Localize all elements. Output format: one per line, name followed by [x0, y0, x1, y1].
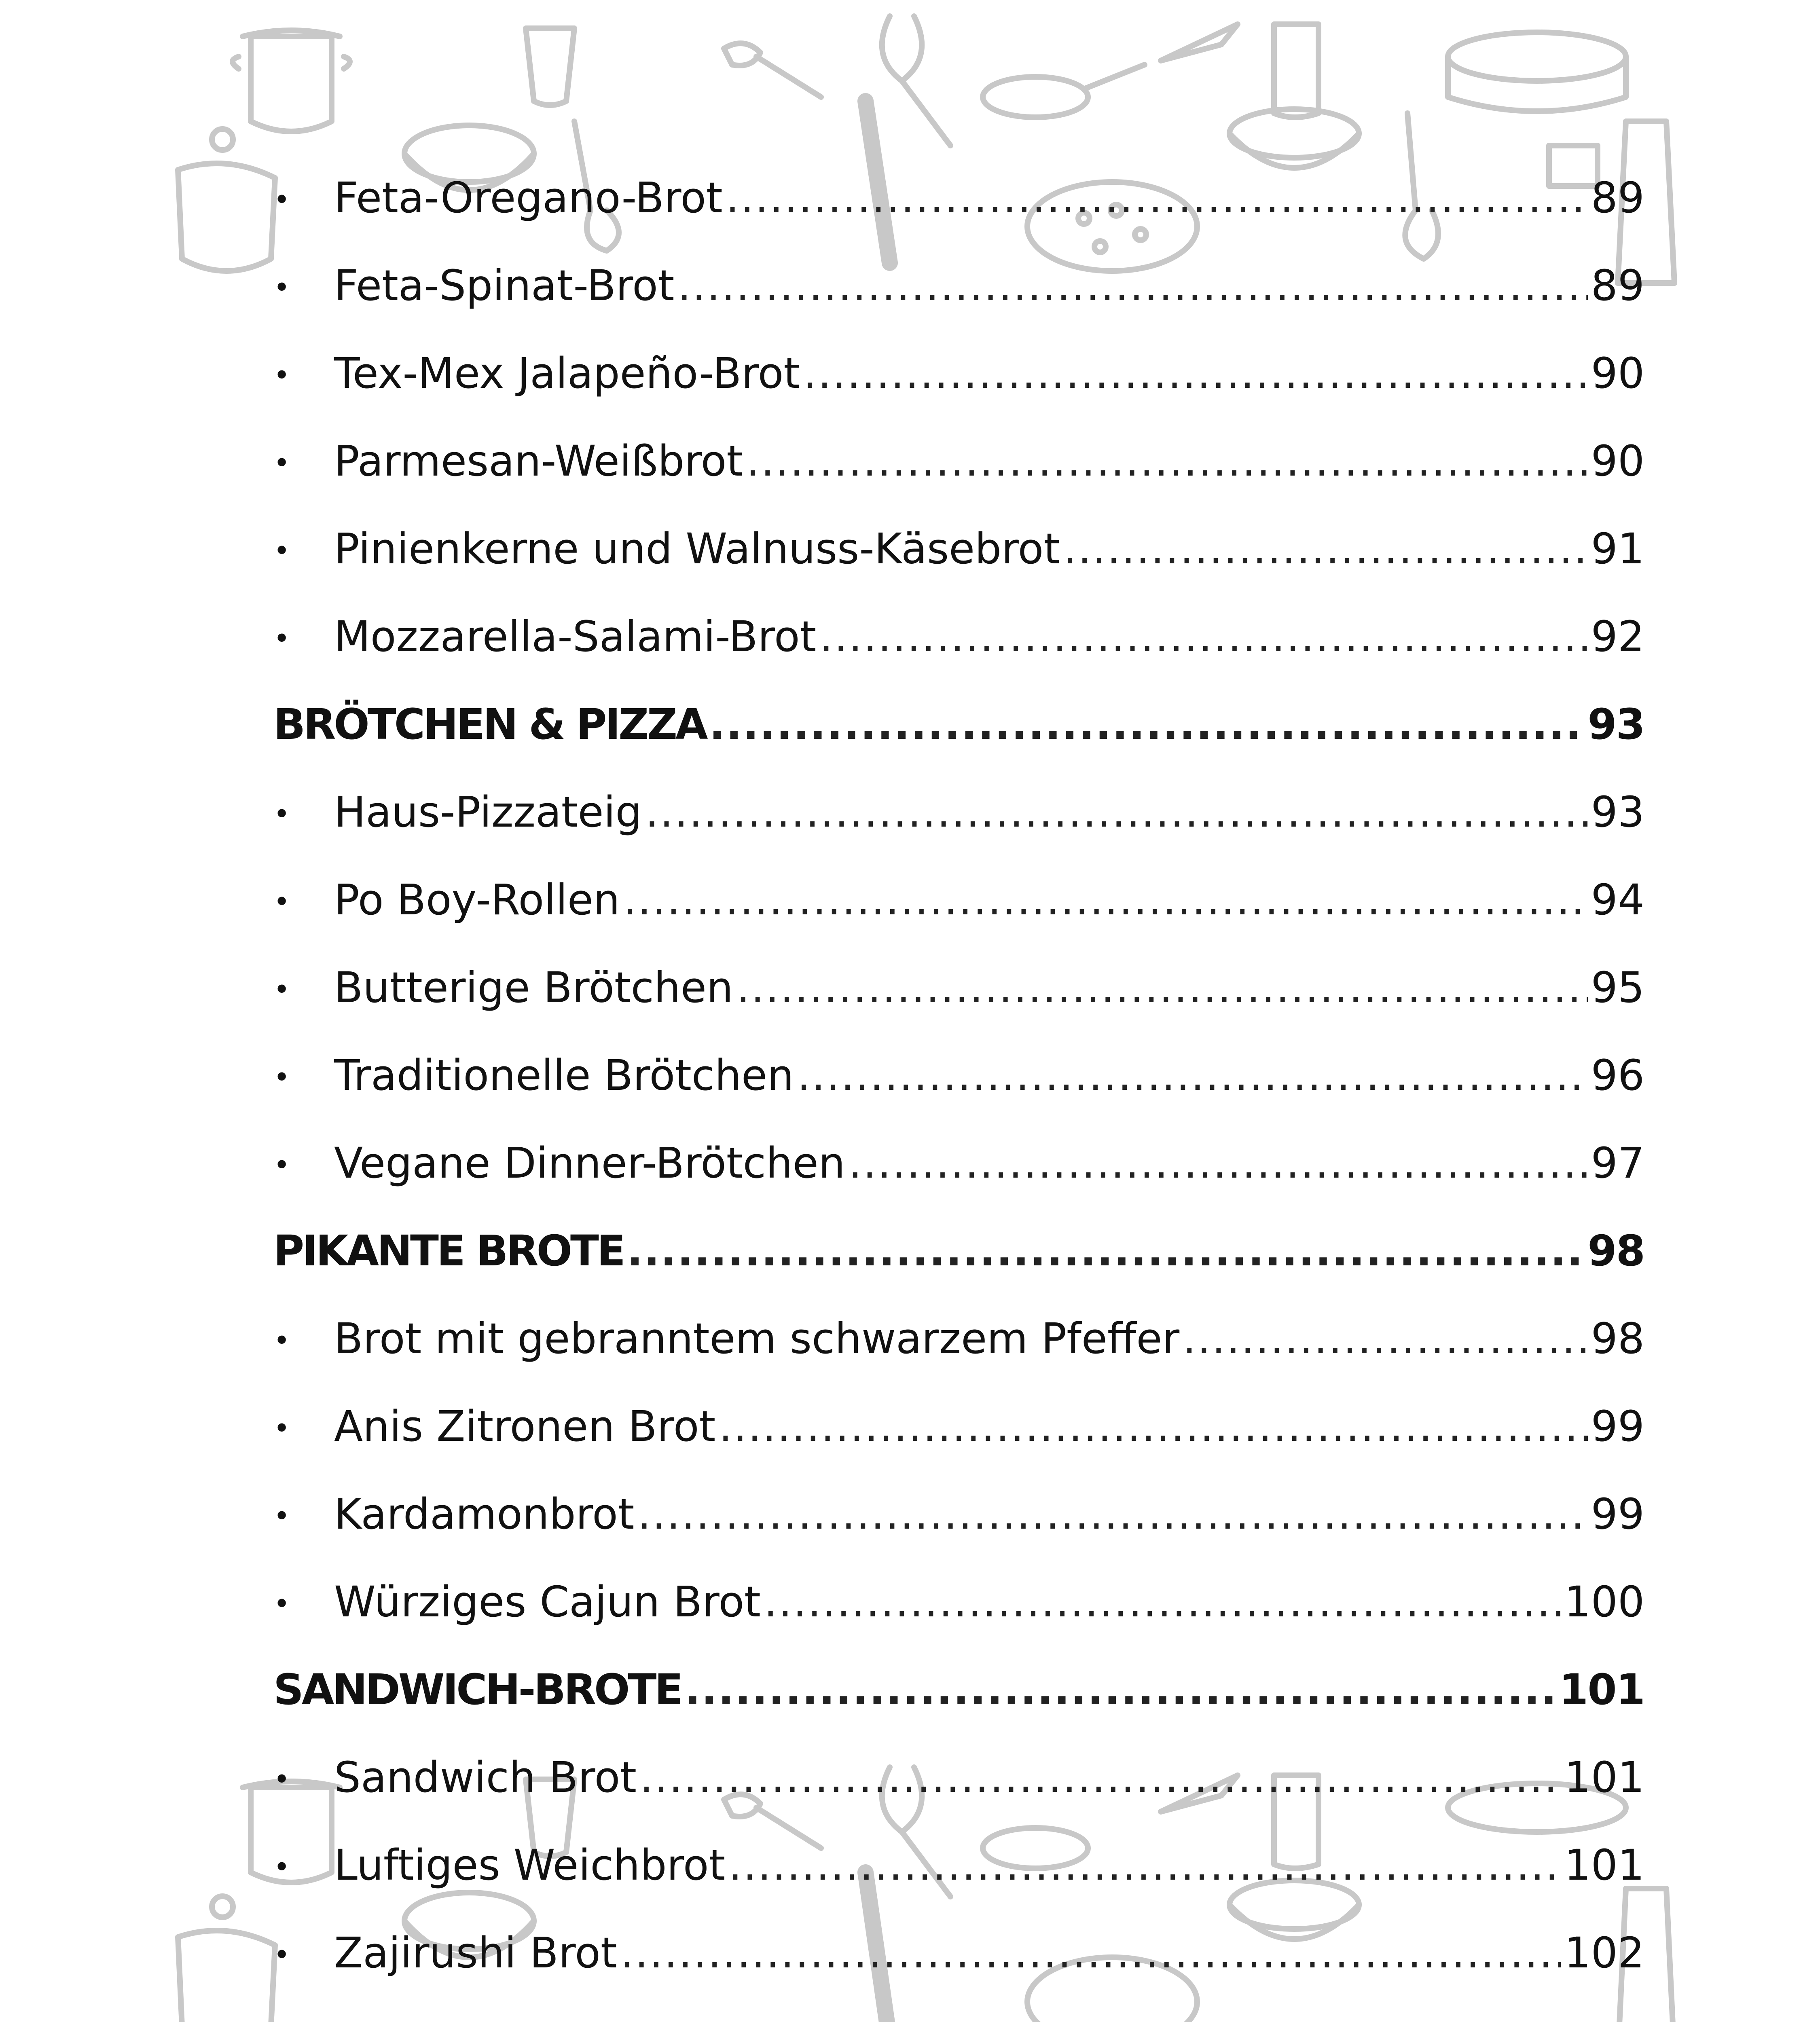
- entry-title: Würziges Cajun Brot: [334, 1577, 761, 1626]
- toc-entry[interactable]: [273, 943, 1644, 1031]
- page-number: 90: [1591, 348, 1644, 398]
- dot-leader: [726, 177, 1588, 219]
- bullet-icon: •: [273, 446, 290, 480]
- pan-icon: [983, 77, 1088, 117]
- bullet-icon: •: [273, 797, 290, 831]
- bullet-icon: •: [273, 973, 290, 1006]
- lidded-pot-icon: [178, 1931, 275, 2022]
- dot-leader: [764, 1581, 1561, 1623]
- dot-leader: [623, 879, 1588, 921]
- page-number: 97: [1591, 1138, 1644, 1188]
- entry-title: Mozzarella-Salami-Brot: [334, 611, 817, 661]
- page-number: 92: [1591, 611, 1644, 661]
- dot-leader: [797, 1054, 1588, 1096]
- toc-entry[interactable]: [273, 329, 1644, 417]
- toc-entry[interactable]: [273, 417, 1644, 505]
- toc-section-heading[interactable]: [273, 680, 1644, 768]
- toc-entry[interactable]: [273, 505, 1644, 592]
- dot-leader: [803, 352, 1588, 394]
- page-number: 102: [1564, 1928, 1644, 1978]
- page-number: 90: [1591, 436, 1644, 486]
- entry-title: Brot mit gebranntem schwarzem Pfeffer: [334, 1313, 1180, 1363]
- section-title: BRÖTCHEN & PIZZA: [273, 699, 706, 749]
- page-number: 94: [1591, 875, 1644, 924]
- bullet-icon: •: [273, 622, 290, 655]
- page-number: 99: [1591, 1401, 1644, 1451]
- page-number: 89: [1591, 173, 1644, 222]
- dot-leader: [640, 1756, 1561, 1798]
- section-title: SANDWICH-BROTE: [273, 1665, 681, 1714]
- dot-leader: [1063, 528, 1588, 570]
- toc-section-heading[interactable]: [273, 1207, 1644, 1294]
- page-number: 100: [1564, 1577, 1644, 1626]
- page-number: 96: [1591, 1050, 1644, 1100]
- page-number: 98: [1587, 1226, 1644, 1275]
- page-number: 93: [1591, 787, 1644, 837]
- entry-title: Zajirushi Brot: [334, 1928, 617, 1978]
- entry-title: Feta-Spinat-Brot: [334, 260, 675, 310]
- dot-leader: [849, 1142, 1588, 1184]
- dot-leader: [728, 1844, 1561, 1886]
- dot-leader: [627, 1230, 1584, 1272]
- lidded-pot-icon: [178, 163, 275, 271]
- table-of-contents: [273, 154, 1644, 1997]
- page-number: 93: [1587, 699, 1644, 749]
- entry-title: Anis Zitronen Brot: [334, 1401, 716, 1451]
- entry-title: Traditionelle Brötchen: [334, 1050, 794, 1100]
- entry-title: Luftiges Weichbrot: [334, 1840, 726, 1890]
- knife-icon: [1161, 24, 1238, 61]
- dot-leader: [678, 264, 1588, 307]
- bullet-icon: •: [273, 1148, 290, 1182]
- toc-entry[interactable]: [273, 1733, 1644, 1821]
- bullet-icon: •: [273, 358, 290, 392]
- spoon-icon: [724, 43, 821, 97]
- pot-icon: [251, 36, 332, 131]
- bowl-icon: [1230, 109, 1359, 158]
- bullet-icon: •: [273, 1499, 290, 1533]
- toc-entry[interactable]: [273, 1821, 1644, 1909]
- toc-entry[interactable]: [273, 856, 1644, 943]
- entry-title: Pinienkerne und Walnuss-Käsebrot: [334, 524, 1060, 573]
- jug-icon: [1274, 24, 1318, 117]
- entry-title: Butterige Brötchen: [334, 962, 733, 1012]
- dot-leader: [736, 967, 1588, 1009]
- dot-leader: [684, 1669, 1555, 1711]
- toc-entry[interactable]: [273, 1031, 1644, 1119]
- page-number: 89: [1591, 260, 1644, 310]
- bullet-icon: •: [273, 1762, 290, 1796]
- dot-leader: [1183, 1318, 1587, 1360]
- dot-leader: [620, 1932, 1561, 1974]
- glass-icon: [526, 28, 574, 105]
- bullet-icon: •: [273, 534, 290, 567]
- entry-title: Kardamonbrot: [334, 1489, 635, 1539]
- dot-leader: [746, 440, 1588, 482]
- bullet-icon: •: [273, 1850, 290, 1884]
- bullet-icon: •: [273, 1938, 290, 1971]
- toc-entry[interactable]: [273, 592, 1644, 680]
- whisk-icon: [882, 16, 950, 146]
- entry-title: Sandwich Brot: [334, 1752, 637, 1802]
- page-number: 98: [1591, 1313, 1644, 1363]
- entry-title: Vegane Dinner-Brötchen: [334, 1138, 845, 1188]
- dot-leader: [645, 791, 1587, 833]
- bullet-icon: •: [273, 1324, 290, 1357]
- entry-title: Feta-Oregano-Brot: [334, 173, 723, 222]
- entry-title: Po Boy-Rollen: [334, 875, 620, 924]
- page-number: 101: [1564, 1840, 1644, 1890]
- entry-title: Parmesan-Weißbrot: [334, 436, 743, 486]
- toc-entry[interactable]: [273, 1909, 1644, 1997]
- page-number: 99: [1591, 1489, 1644, 1539]
- bullet-icon: •: [273, 183, 290, 216]
- toc-section-heading[interactable]: [273, 1646, 1644, 1733]
- toc-entry[interactable]: [273, 154, 1644, 241]
- toc-entry[interactable]: [273, 241, 1644, 329]
- bullet-icon: •: [273, 271, 290, 304]
- entry-title: Haus-Pizzateig: [334, 787, 642, 837]
- toc-entry[interactable]: [273, 768, 1644, 856]
- dot-leader: [719, 1405, 1587, 1447]
- page-number: 95: [1591, 962, 1644, 1012]
- dot-leader: [638, 1493, 1588, 1535]
- cake-ring-icon: [1448, 32, 1626, 81]
- entry-title: Tex-Mex Jalapeño-Brot: [334, 348, 800, 398]
- toc-entry[interactable]: [273, 1382, 1644, 1470]
- dot-leader: [709, 703, 1584, 745]
- bullet-icon: •: [273, 1060, 290, 1094]
- page-number: 101: [1564, 1752, 1644, 1802]
- dot-leader: [819, 615, 1587, 658]
- page-number: 91: [1591, 524, 1644, 573]
- toc-entry[interactable]: [273, 1558, 1644, 1646]
- section-title: PIKANTE BROTE: [273, 1226, 624, 1275]
- bullet-icon: •: [273, 1587, 290, 1620]
- bullet-icon: •: [273, 885, 290, 918]
- toc-entry[interactable]: [273, 1119, 1644, 1207]
- bullet-icon: •: [273, 1411, 290, 1445]
- toc-entry[interactable]: [273, 1294, 1644, 1382]
- toc-entry[interactable]: [273, 1470, 1644, 1558]
- page-number: 101: [1559, 1665, 1644, 1714]
